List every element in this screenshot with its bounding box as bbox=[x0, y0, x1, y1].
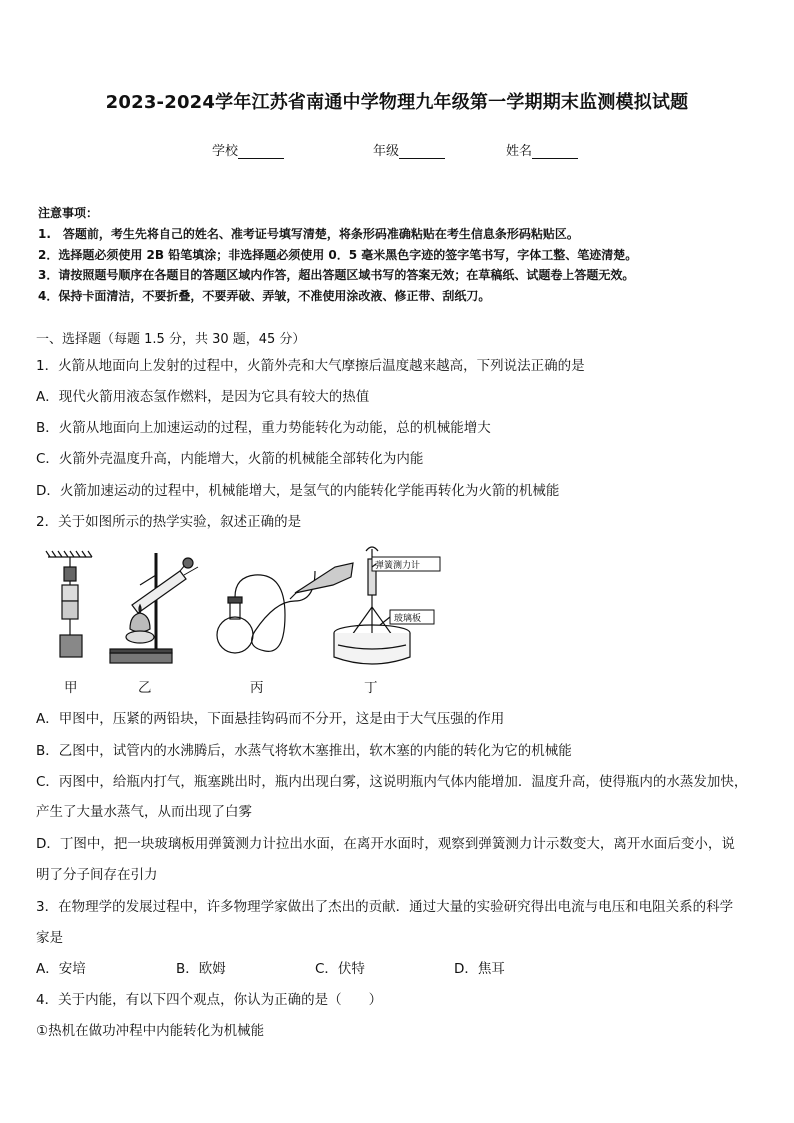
q2-figure bbox=[40, 545, 460, 695]
notice-item-2: 2．选择题必须使用 2B 铅笔填涂；非选择题必须使用 0．5 毫米黑色字迹的签字笔书写，字体工整、笔迹清楚。 bbox=[38, 248, 638, 262]
q4-item-1: ①热机在做功冲程中内能转化为机械能 bbox=[36, 1023, 265, 1039]
q2-stem: 2．关于如图所示的热学实验，叙述正确的是 bbox=[36, 514, 302, 530]
q1-option-b[interactable]: B．火箭从地面向上加速运动的过程，重力势能转化为动能，总的机械能增大 bbox=[36, 420, 491, 436]
q3-option-a[interactable]: A．安培 bbox=[36, 961, 86, 977]
notice-item-4: 4．保持卡面清洁，不要折叠，不要弄破、弄皱，不准使用涂改液、修正带、刮纸刀。 bbox=[38, 289, 491, 303]
q1-option-d[interactable]: D．火箭加速运动的过程中，机械能增大，是氢气的内能转化学能再转化为火箭的机械能 bbox=[36, 483, 560, 499]
callout-spring-scale: 弹簧测力计 bbox=[375, 561, 421, 571]
q2-option-c-line2: 产生了大量水蒸气，从而出现了白雾 bbox=[36, 804, 252, 820]
figure-bing bbox=[217, 563, 353, 653]
school-blank[interactable] bbox=[238, 146, 284, 159]
notice-item-3: 3．请按照题号顺序在各题目的答题区域内作答，超出答题区域书写的答案无效；在草稿纸、试题卷上答题无效。 bbox=[38, 268, 635, 282]
label-bing: 丙 bbox=[250, 680, 264, 696]
grade-blank[interactable] bbox=[399, 146, 445, 159]
notice-item-1: 1. 答题前，考生先将自己的姓名、准考证号填写清楚，将条形码准确粘贴在考生信息条形码粘贴区。 bbox=[38, 227, 579, 241]
label-ding: 丁 bbox=[364, 680, 378, 696]
q2-option-a[interactable]: A．甲图中，压紧的两铅块，下面悬挂钩码而不分开，这是由于大气压强的作用 bbox=[36, 711, 505, 727]
label-yi: 乙 bbox=[138, 680, 152, 696]
name-field: 姓名 bbox=[506, 140, 578, 159]
q2-option-b[interactable]: B．乙图中，试管内的水沸腾后，水蒸气将软木塞推出，软木塞的内能的转化为它的机械能 bbox=[36, 743, 572, 759]
notice-heading: 注意事项： bbox=[38, 206, 99, 220]
q3-stem-line1: 3．在物理学的发展过程中，许多物理学家做出了杰出的贡献．通过大量的实验研究得出电流与电压和电阻关系的科学 bbox=[36, 899, 734, 915]
name-blank[interactable] bbox=[532, 146, 578, 159]
section-heading: 一、选择题（每题 1.5 分，共 30 题，45 分） bbox=[36, 332, 306, 347]
q4-stem: 4．关于内能，有以下四个观点，你认为正确的是（ ） bbox=[36, 992, 383, 1008]
q2-option-c-line1[interactable]: C．丙图中，给瓶内打气，瓶塞跳出时，瓶内出现白雾，这说明瓶内气体内能增加．温度升高，使得瓶内的水蒸发加快， bbox=[36, 774, 748, 790]
q1-option-c[interactable]: C．火箭外壳温度升高，内能增大，火箭的机械能全部转化为内能 bbox=[36, 451, 424, 467]
q1-stem: 1．火箭从地面向上发射的过程中，火箭外壳和大气摩擦后温度越来越高，下列说法正确的是 bbox=[36, 358, 585, 374]
q3-option-d[interactable]: D．焦耳 bbox=[454, 961, 505, 977]
q1-option-a[interactable]: A．现代火箭用液态氢作燃料，是因为它具有较大的热值 bbox=[36, 389, 370, 405]
figure-yi bbox=[110, 553, 198, 663]
page-title: 2023-2024学年江苏省南通中学物理九年级第一学期期末监测模拟试题 bbox=[105, 92, 689, 113]
q3-option-c[interactable]: C．伏特 bbox=[315, 961, 365, 977]
grade-field: 年级 bbox=[373, 140, 445, 159]
figure-jia bbox=[46, 551, 92, 657]
q2-option-d-line2: 明了分子间存在引力 bbox=[36, 867, 158, 883]
q3-stem-line2: 家是 bbox=[36, 930, 63, 946]
school-field: 学校 bbox=[212, 140, 284, 159]
label-jia: 甲 bbox=[64, 680, 78, 696]
q2-option-d-line1[interactable]: D．丁图中，把一块玻璃板用弹簧测力计拉出水面，在离开水面时，观察到弹簧测力计示数变大，离开水面后变小，说 bbox=[36, 836, 735, 852]
callout-glass-plate: 玻璃板 bbox=[394, 614, 422, 624]
q3-option-b[interactable]: B．欧姆 bbox=[176, 961, 226, 977]
